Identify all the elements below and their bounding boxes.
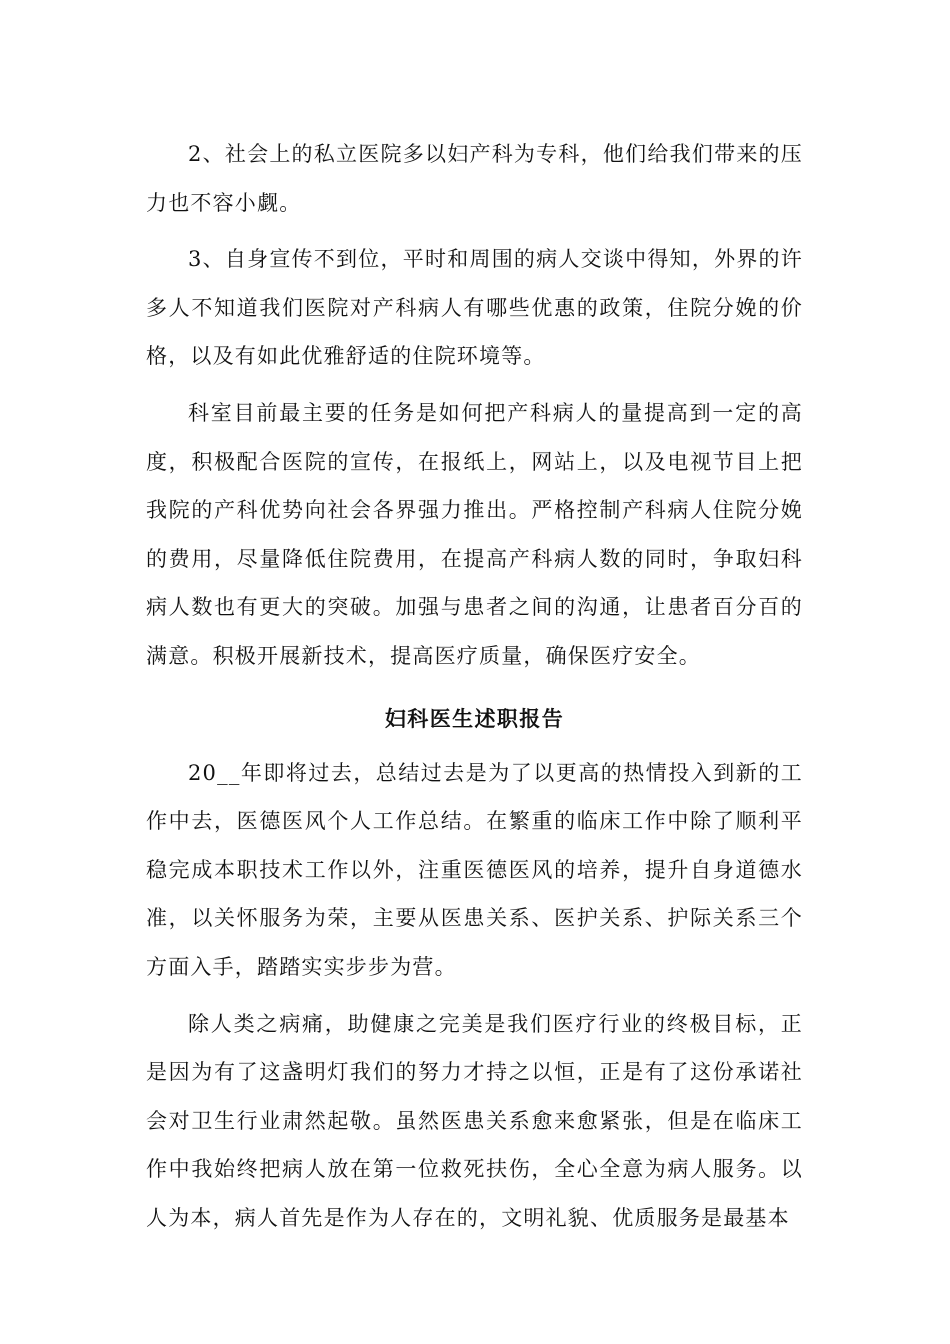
paragraph-department-tasks: 科室目前最主要的任务是如何把产科病人的量提高到一定的高度，积极配合医院的宣传，在报纸上，网站上，以及电视节目上把我院的产科优势向社会各界强力推出。严格控制产科病人住院分娩的费用，尽量降低住院费用，在提高产科病人数的同时，争取妇科病人数也有更大的突破。加强与患者之间的沟通，让患者百分百的满意。积极开展新技术，提高医疗质量，确保医疗安全。 <box>146 400 803 668</box>
paragraph-medical-goal: 除人类之病痛，助健康之完美是我们医疗行业的终极目标，正是因为有了这盏明灯我们的努力才持之以恒，正是有了这份承诺社会对卫生行业肃然起敬。虽然医患关系愈来愈紧张，但是在临床工作中我始终把病人放在第一位救死扶伤，全心全意为病人服务。以人为本，病人首先是作为人存在的，文明礼貌、优质服务是最基本 <box>146 1011 803 1230</box>
document-body <box>146 130 803 1242</box>
paragraph-publicity: 3、自身宣传不到位，平时和周围的病人交谈中得知，外界的许多人不知道我们医院对产科病人有哪些优惠的政策，住院分娩的价格，以及有如此优雅舒适的住院环境等。 <box>146 247 803 369</box>
paragraph-private-hospitals: 2、社会上的私立医院多以妇产科为专科，他们给我们带来的压力也不容小觑。 <box>146 142 803 215</box>
section-heading: 妇科医生述职报告 <box>384 705 565 731</box>
paragraph-year-summary: 20__年即将过去，总结过去是为了以更高的热情投入到新的工作中去，医德医风个人工作总结。在繁重的临床工作中除了顺利平稳完成本职技术工作以外，注重医德医风的培养，提升自身道德水准，以关怀服务为荣，主要从医患关系、医护关系、护际关系三个方面入手，踏踏实实步步为营。 <box>146 760 803 979</box>
